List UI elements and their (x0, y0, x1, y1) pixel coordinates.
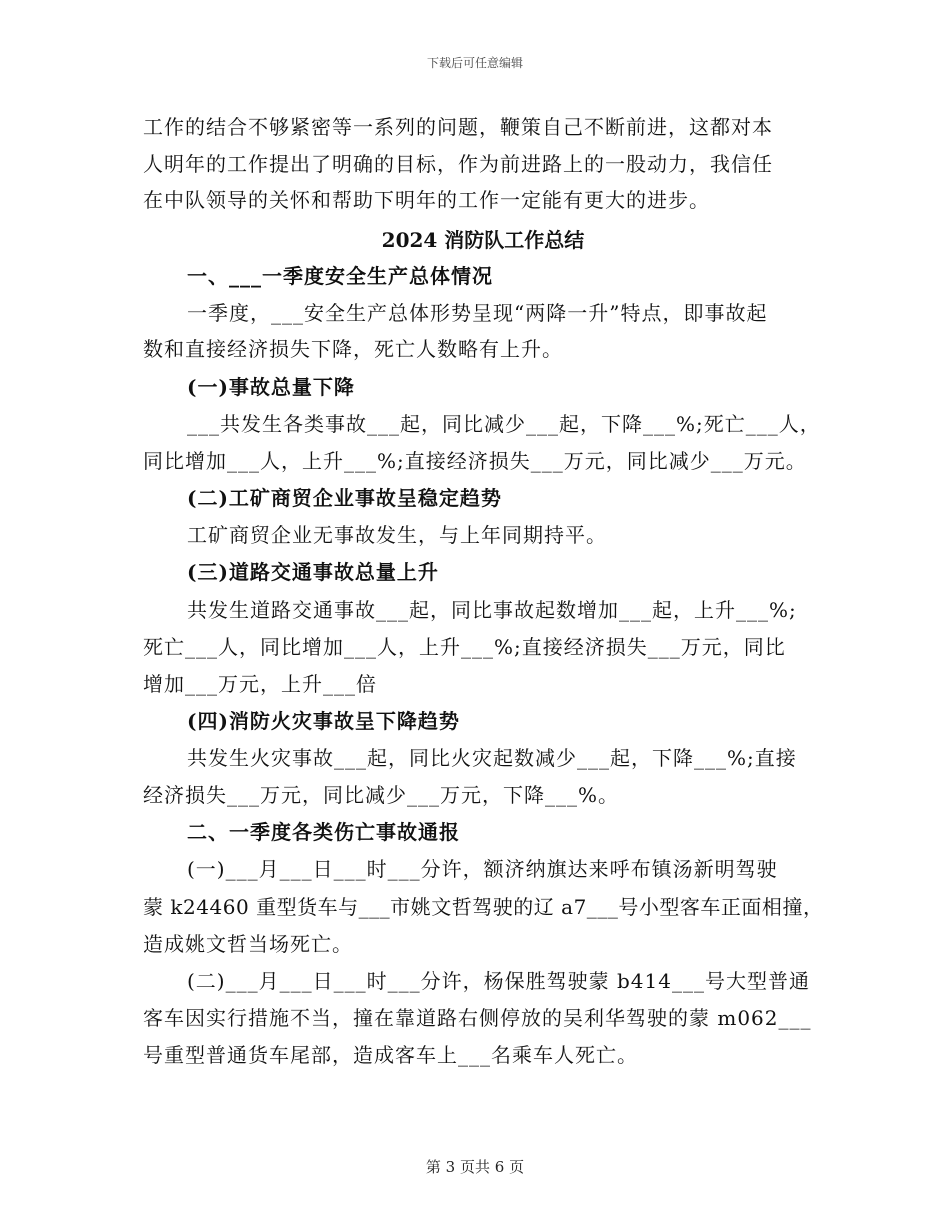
paragraph-line: 客车因实行措施不当，撞在靠道路右侧停放的吴利华驾驶的蒙 m062___ (143, 1006, 812, 1030)
paragraph-line: 造成姚文哲当场死亡。 (143, 932, 353, 956)
paragraph-line: (二)___月___日___时___分许，杨保胜驾驶蒙 b414___号大型普通 (187, 969, 810, 993)
subsection-heading: (四)消防火灾事故呈下降趋势 (187, 709, 460, 733)
paragraph-line: 在中队领导的关怀和帮助下明年的工作一定能有更大的进步。 (143, 188, 710, 212)
paragraph-line: 蒙 k24460 重型货车与___市姚文哲驾驶的辽 a7___号小型客车正面相撞， (143, 895, 824, 919)
paragraph-line: 人明年的工作提出了明确的目标，作为前进路上的一股动力，我信任 (143, 152, 773, 176)
subsection-heading: (三)道路交通事故总量上升 (187, 560, 439, 584)
page-footer: 第 3 页共 6 页 (425, 1158, 525, 1176)
paragraph-line: 工作的结合不够紧密等一系列的问题，鞭策自己不断前进，这都对本 (143, 115, 773, 139)
paragraph-line: 同比增加___人，上升___%;直接经济损失___万元，同比减少___万元。 (143, 449, 807, 473)
subsection-heading: (二)工矿商贸企业事故呈稳定趋势 (187, 486, 502, 510)
paragraph-line: 一季度，___安全生产总体形势呈现“两降一升”特点，即事故起 (187, 301, 768, 325)
paragraph-line: 增加___万元，上升___倍 (143, 672, 377, 696)
paragraph-line: 工矿商贸企业无事故发生，与上年同期持平。 (187, 523, 607, 547)
section-heading: 二、一季度各类伤亡事故通报 (187, 820, 460, 844)
paragraph-line: 数和直接经济损失下降，死亡人数略有上升。 (143, 337, 563, 361)
subsection-heading: (一)事故总量下降 (187, 375, 355, 399)
paragraph-line: (一)___月___日___时___分许，额济纳旗达来呼布镇汤新明驾驶 (187, 857, 778, 881)
paragraph-line: ___共发生各类事故___起，同比减少___起，下降___%;死亡___人， (187, 412, 821, 436)
section-heading: 一、___一季度安全生产总体情况 (187, 264, 493, 288)
paragraph-line: 共发生道路交通事故___起，同比事故起数增加___起，上升___%; (187, 598, 797, 622)
page-header: 下载后可任意编辑 (426, 56, 523, 70)
paragraph-line: 死亡___人，同比增加___人，上升___%;直接经济损失___万元，同比 (143, 635, 786, 659)
paragraph-line: 号重型普通货车尾部，造成客车上___名乘车人死亡。 (143, 1043, 638, 1067)
paragraph-line: 经济损失___万元，同比减少___万元，下降___%。 (143, 783, 620, 807)
document-title: 2024 消防队工作总结 (381, 228, 585, 252)
paragraph-line: 共发生火灾事故___起，同比火灾起数减少___起，下降___%;直接 (187, 746, 797, 770)
